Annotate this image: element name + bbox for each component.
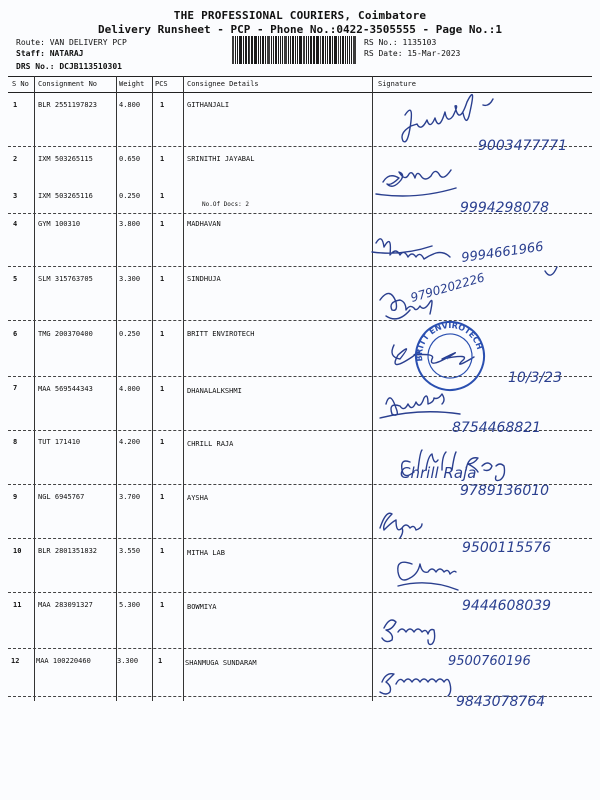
col-header-pcs: PCS (155, 80, 168, 88)
row-consignee: MADHAVAN (187, 220, 221, 228)
runsheet-subtitle: Delivery Runsheet - PCP - Phone No.:0422-3505555 - Page No.:1 (98, 23, 502, 36)
staff-label: Staff: (16, 49, 45, 58)
row-consignee: SINDHUJA (187, 275, 221, 283)
row-consignment: SLM 315763705 (38, 275, 93, 283)
rs-date-label: RS Date: (364, 49, 403, 58)
row-pcs: 1 (160, 330, 165, 338)
row-consignee: SRINITHI JAYABAL (187, 155, 255, 163)
row-sno: 12 (11, 657, 20, 665)
row-weight: 0.650 (119, 155, 141, 163)
row-weight: 3.800 (119, 220, 141, 228)
row-consignment: BLR 2801351832 (38, 547, 98, 555)
row-sno: 10 (13, 547, 22, 555)
staff-value: NATARAJ (49, 49, 84, 58)
signature-3 (372, 239, 450, 259)
handwritten-phone-10: 9444608039 (462, 598, 552, 614)
col-header-sno: S No (12, 80, 29, 88)
row-consignee: AYSHA (187, 494, 209, 502)
row-pcs: 1 (160, 438, 165, 446)
drs-label: DRS No.: (16, 62, 55, 71)
handwritten-phone-11: 9500760196 (448, 654, 531, 669)
row-sno: 3 (13, 192, 18, 200)
row-weight: 0.250 (119, 330, 141, 338)
row-weight: 3.550 (119, 547, 141, 555)
signature-11 (382, 620, 435, 645)
row-weight: 5.300 (119, 601, 141, 609)
row-pcs: 1 (160, 220, 165, 228)
row-pcs: 1 (160, 601, 165, 609)
row-weight: 4.200 (119, 438, 141, 446)
row-sno: 9 (13, 493, 18, 501)
signature-1 (402, 95, 493, 142)
row-pcs: 1 (160, 547, 165, 555)
row-consignment: GYM 100310 (38, 220, 81, 228)
row-consignment: TUT 171410 (38, 438, 81, 446)
handwritten-phone-12: 9843078764 (456, 694, 546, 710)
col-header-consignee: Consignee Details (187, 80, 259, 88)
row-pcs: 1 (160, 192, 165, 200)
row-pcs: 1 (160, 275, 165, 283)
row-consignee: CHRILL RAJA (187, 440, 234, 448)
row-weight: 3.300 (117, 657, 139, 665)
row-sno: 11 (13, 601, 22, 609)
signature-12 (380, 674, 451, 696)
handwritten-phone-4: 9790202226 (408, 270, 487, 305)
row-pcs: 1 (160, 155, 165, 163)
row-consignment: IXM 503265115 (38, 155, 93, 163)
row-consignee: SHANMUGA SUNDARAM (185, 659, 257, 667)
row-consignment: IXM 503265116 (38, 192, 93, 200)
handwritten-phone-8: 9789136010 (460, 483, 550, 499)
row-sno: 2 (13, 155, 18, 163)
signature-6 (392, 345, 474, 365)
signature-9 (380, 513, 422, 538)
row-sno: 8 (13, 438, 18, 446)
company-title: THE PROFESSIONAL COURIERS, Coimbatore (173, 9, 427, 22)
rs-no-value: 1135103 (402, 38, 437, 47)
handwritten-phone-3: 9994661966 (460, 239, 545, 266)
row-weight: 0.250 (119, 192, 141, 200)
row-consignment: MAA 100220460 (36, 657, 91, 665)
col-header-weight: Weight (119, 80, 145, 88)
route-label: Route: (16, 38, 45, 47)
row-pcs: 1 (160, 385, 165, 393)
row-pcs: 1 (160, 101, 165, 109)
row-pcs: 1 (158, 657, 163, 665)
row-consignee: BRITT ENVIROTECH (187, 330, 255, 338)
col-header-consignment: Consignment No (38, 80, 98, 88)
row-pcs: 1 (160, 493, 165, 501)
row-weight: 4.000 (119, 385, 141, 393)
signature-7 (380, 394, 460, 418)
stamp-star: ✦ (443, 354, 451, 363)
row-sno: 7 (13, 384, 18, 392)
ink-mark (545, 267, 557, 275)
row-consignee: BOWMIYA (187, 603, 217, 611)
handwritten-phone-7: 8754468821 (452, 420, 542, 436)
row-consignment: BLR 2551197823 (38, 101, 98, 109)
route-value: VAN DELIVERY PCP (49, 38, 127, 47)
row-weight: 4.800 (119, 101, 141, 109)
row-weight: 3.300 (119, 275, 141, 283)
handwritten-date-6: 10/3/23 (508, 370, 562, 386)
row-consignment: MAA 283091327 (38, 601, 93, 609)
signature-10 (398, 562, 458, 590)
row-consignment: MAA 569544343 (38, 385, 93, 393)
handwritten-phone-9: 9500115576 (462, 540, 552, 556)
row-weight: 3.700 (119, 493, 141, 501)
handwritten-phone-1: 9003477771 (478, 138, 568, 154)
rs-no-label: RS No.: (364, 38, 398, 47)
row-sno: 4 (13, 220, 18, 228)
svg-text:BRITT ENVIROTECH: BRITT ENVIROTECH (414, 320, 485, 362)
drs-value: DCJB113510301 (59, 62, 122, 71)
row-sno: 6 (13, 330, 18, 338)
handwritten-name-8: Chrill Raja (400, 464, 477, 482)
signature-2 (376, 170, 456, 196)
row-consignee: MITHA LAB (187, 549, 225, 557)
row-sno: 1 (13, 101, 18, 109)
col-header-signature: Signature (378, 80, 416, 88)
row-consignment: NGL 6945767 (38, 493, 85, 501)
rs-date-value: 15-Mar-2023 (407, 49, 461, 58)
row-consignment: TMG 200370400 (38, 330, 93, 338)
row-consignee: DHANALALKSHMI (187, 387, 242, 395)
row-consignee: GITHANJALI (187, 101, 230, 109)
row-sno: 5 (13, 275, 18, 283)
handwritten-phone-2: 9994298078 (460, 200, 550, 216)
row-docs-count: No.Of Docs: 2 (202, 201, 249, 208)
